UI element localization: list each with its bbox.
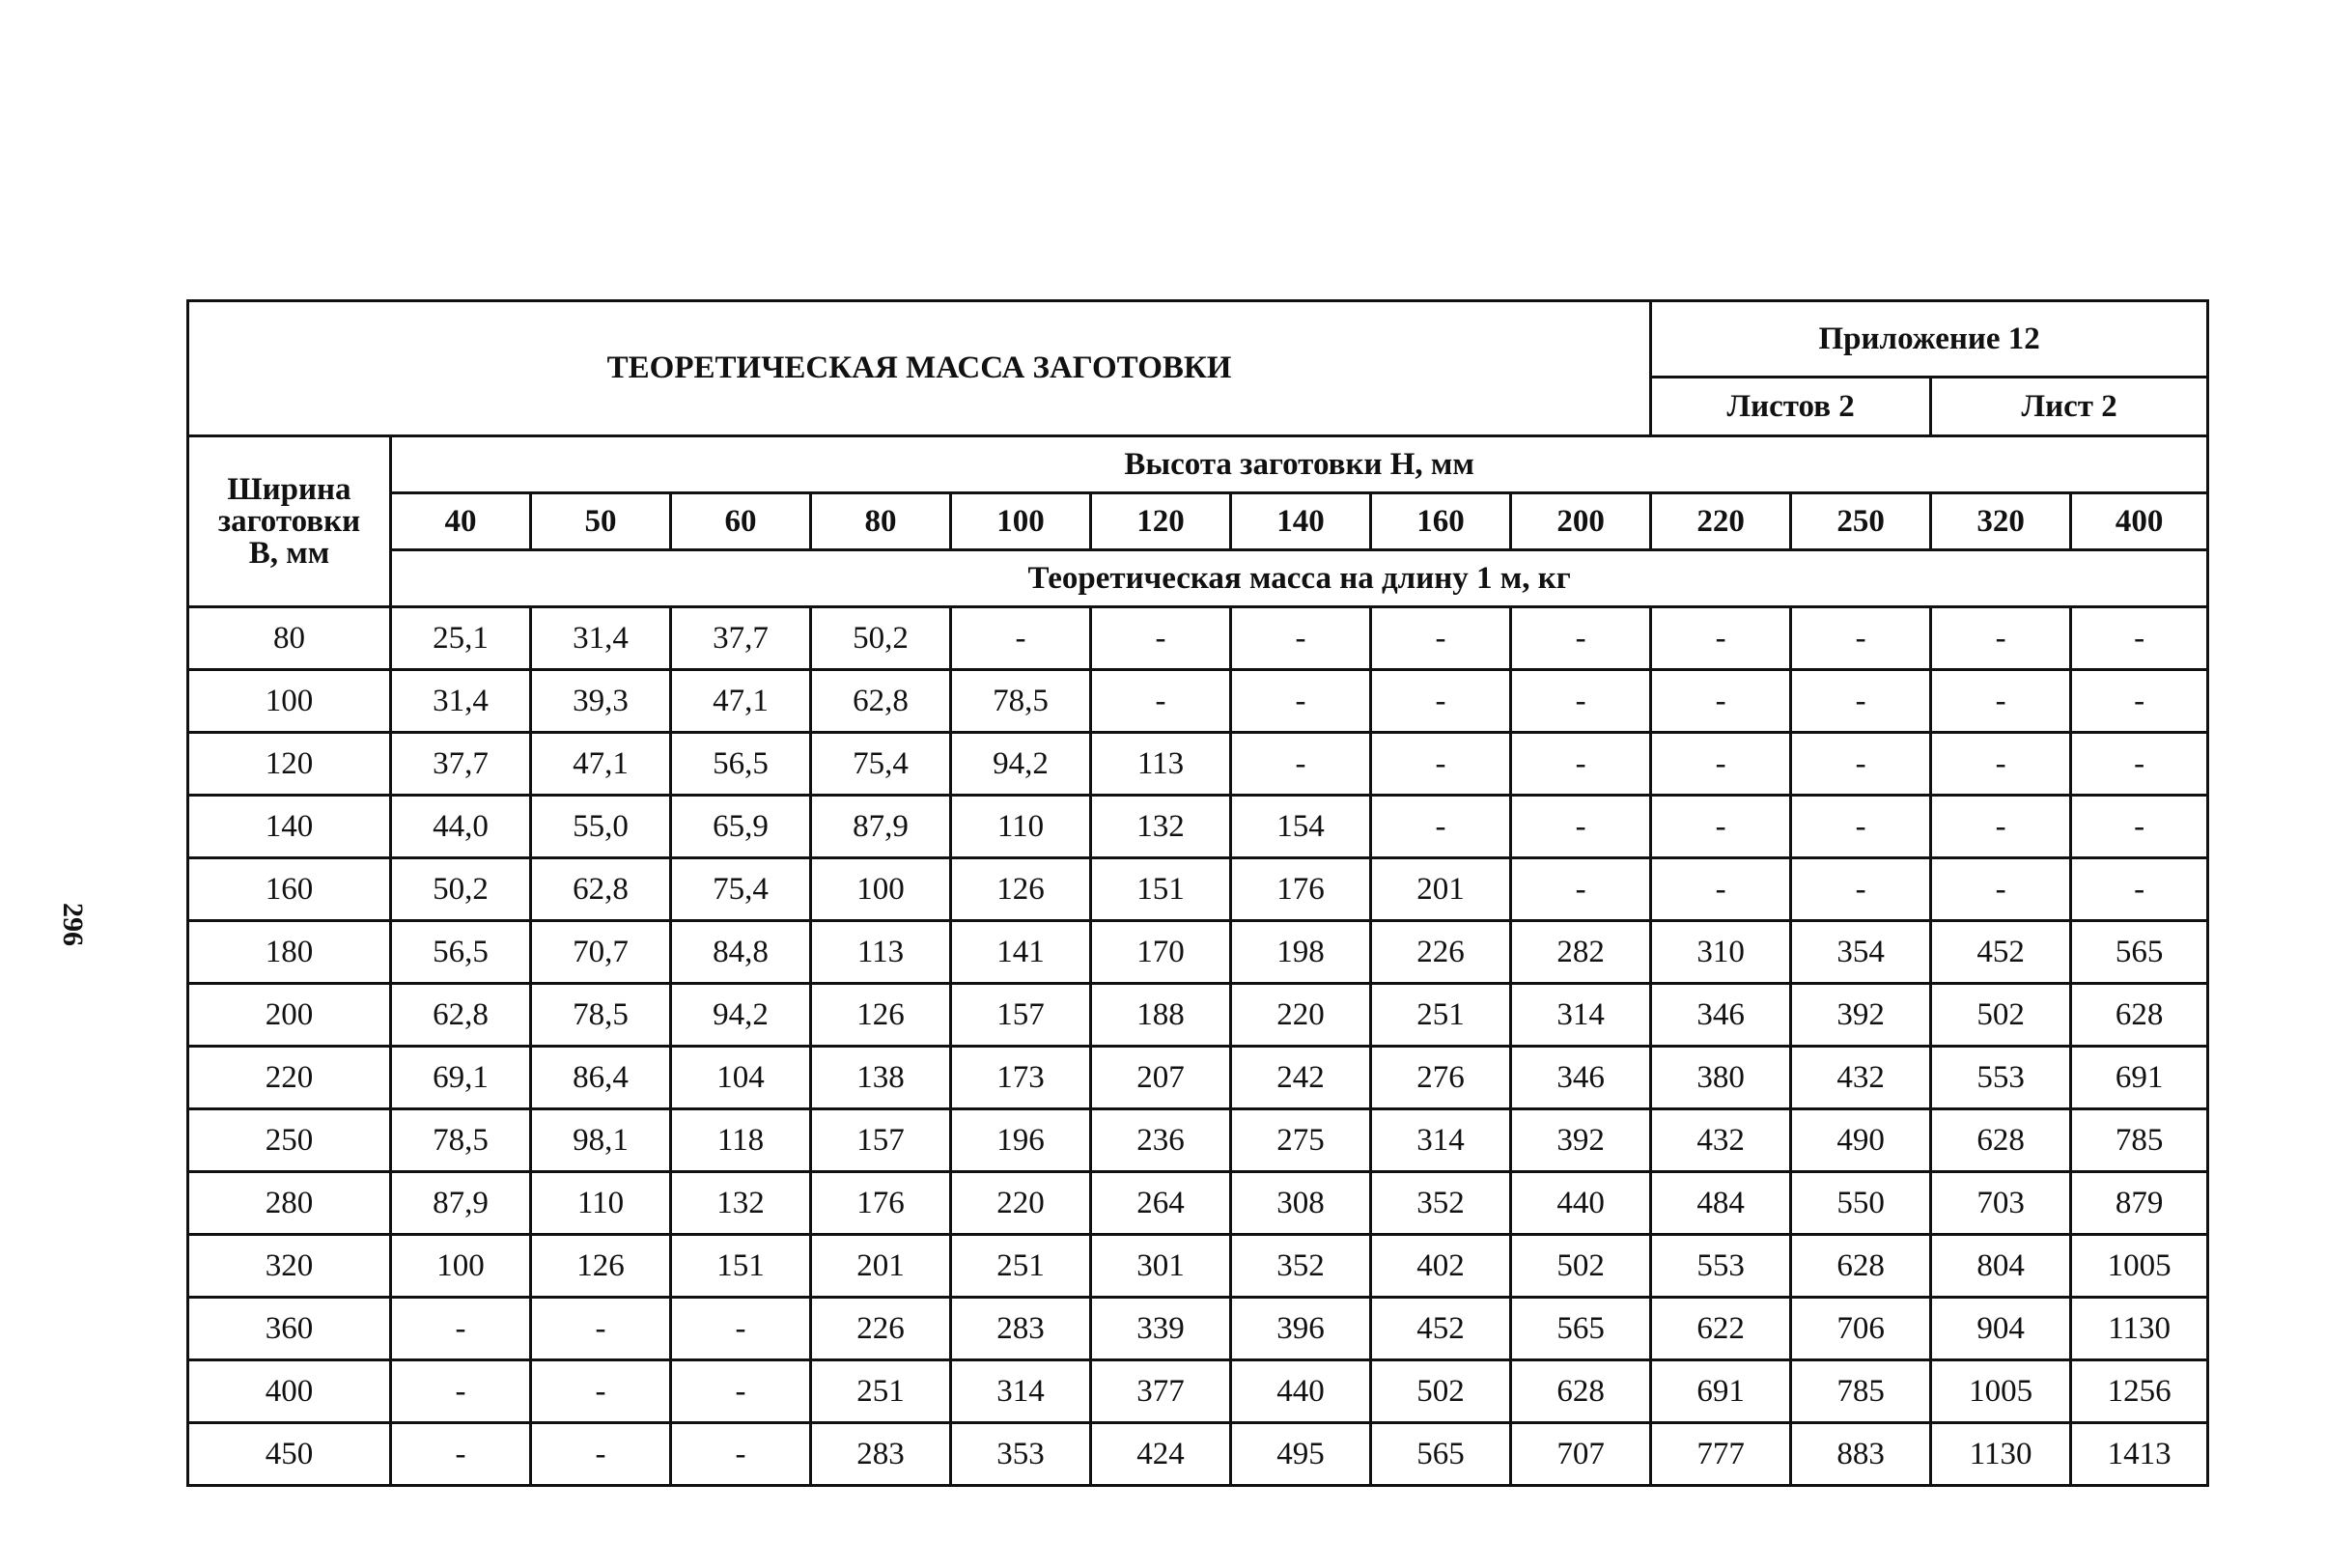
table-body (188, 301, 2208, 1486)
mass-cell: 201 (1371, 858, 1511, 921)
mass-cell: - (1931, 670, 2071, 733)
mass-cell: 87,9 (811, 796, 951, 858)
height-header-cell: 100 (951, 493, 1091, 550)
mass-cell: - (1651, 796, 1791, 858)
height-header-cell: 50 (531, 493, 671, 550)
mass-cell: 154 (1231, 796, 1371, 858)
table-row (188, 1423, 2208, 1486)
width-cell: 200 (188, 984, 391, 1047)
table-row (188, 984, 2208, 1047)
mass-cell: 785 (2071, 1109, 2208, 1172)
mass-cell: 314 (1371, 1109, 1511, 1172)
mass-cell: 47,1 (531, 733, 671, 796)
mass-cell: 706 (1791, 1298, 1931, 1360)
mass-cell: 126 (951, 858, 1091, 921)
mass-cell: 62,8 (391, 984, 531, 1047)
mass-cell: - (2071, 733, 2208, 796)
mass-cell: 424 (1091, 1423, 1231, 1486)
mass-cell: 352 (1231, 1235, 1371, 1298)
table-row (188, 921, 2208, 984)
mass-cell: 283 (951, 1298, 1091, 1360)
mass-cell: 553 (1651, 1235, 1791, 1298)
mass-cell: 70,7 (531, 921, 671, 984)
mass-cell: 65,9 (671, 796, 811, 858)
mass-cell: 126 (531, 1235, 671, 1298)
height-header-cell: 320 (1931, 493, 2071, 550)
width-cell: 180 (188, 921, 391, 984)
mass-cell: 804 (1931, 1235, 2071, 1298)
mass-cell: 251 (1371, 984, 1511, 1047)
mass-cell: - (1231, 670, 1371, 733)
mass-cell: - (391, 1298, 531, 1360)
width-cell: 140 (188, 796, 391, 858)
mass-cell: - (1371, 796, 1511, 858)
document-title: ТЕОРЕТИЧЕСКАЯ МАССА ЗАГОТОВКИ (188, 301, 1651, 436)
height-header-cell: 250 (1791, 493, 1931, 550)
table-row (188, 1109, 2208, 1172)
mass-cell: 502 (1511, 1235, 1651, 1298)
mass-cell: 1130 (1931, 1423, 2071, 1486)
mass-cell: 628 (1791, 1235, 1931, 1298)
mass-cell: 310 (1651, 921, 1791, 984)
mass-cell: 402 (1371, 1235, 1511, 1298)
mass-cell: 440 (1231, 1360, 1371, 1423)
mass-cell: 622 (1651, 1298, 1791, 1360)
mass-cell: 251 (951, 1235, 1091, 1298)
table-row (188, 1298, 2208, 1360)
mass-cell: 157 (951, 984, 1091, 1047)
mass-cell: - (1651, 733, 1791, 796)
table-row (188, 1172, 2208, 1235)
mass-cell: 201 (811, 1235, 951, 1298)
mass-cell: 188 (1091, 984, 1231, 1047)
mass-cell: 110 (951, 796, 1091, 858)
mass-cell: 151 (671, 1235, 811, 1298)
height-header-cell: 40 (391, 493, 531, 550)
sheet-current-label: Лист 2 (1931, 378, 2208, 436)
mass-cell: 1130 (2071, 1298, 2208, 1360)
mass-cell: 87,9 (391, 1172, 531, 1235)
mass-cell: 55,0 (531, 796, 671, 858)
table-row (188, 607, 2208, 670)
mass-cell: 883 (1791, 1423, 1931, 1486)
width-header-line-2: заготовки (217, 503, 361, 539)
mass-cell: - (2071, 858, 2208, 921)
mass-cell: 392 (1511, 1109, 1651, 1172)
mass-cell: 220 (1231, 984, 1371, 1047)
width-cell: 100 (188, 670, 391, 733)
mass-cell: - (1791, 670, 1931, 733)
mass-cell: 173 (951, 1047, 1091, 1109)
mass-cell: - (1791, 607, 1931, 670)
mass-cell: 346 (1651, 984, 1791, 1047)
table-row (188, 796, 2208, 858)
width-header-line-1: Ширина (227, 471, 351, 507)
mass-cell: 314 (951, 1360, 1091, 1423)
mass-cell: 198 (1231, 921, 1371, 984)
width-cell: 250 (188, 1109, 391, 1172)
height-header-cell: 220 (1651, 493, 1791, 550)
width-cell: 220 (188, 1047, 391, 1109)
header-row-appendix (188, 301, 2208, 378)
mass-cell: - (1651, 858, 1791, 921)
mass-cell: 110 (531, 1172, 671, 1235)
table-row (188, 733, 2208, 796)
mass-cell: 78,5 (531, 984, 671, 1047)
mass-cell: 440 (1511, 1172, 1651, 1235)
mass-cell: 47,1 (671, 670, 811, 733)
table-row (188, 670, 2208, 733)
mass-cell: 396 (1231, 1298, 1371, 1360)
mass-cell: - (531, 1423, 671, 1486)
mass-cell: - (1931, 733, 2071, 796)
mass-cell: - (1791, 733, 1931, 796)
mass-cell: 452 (1931, 921, 2071, 984)
heights-row (188, 493, 2208, 550)
mass-cell: 879 (2071, 1172, 2208, 1235)
width-cell: 360 (188, 1298, 391, 1360)
mass-cell: 452 (1371, 1298, 1511, 1360)
mass-header-row (188, 550, 2208, 607)
table-row (188, 858, 2208, 921)
mass-cell: - (1091, 670, 1231, 733)
width-cell: 120 (188, 733, 391, 796)
mass-cell: 84,8 (671, 921, 811, 984)
mass-cell: - (1651, 607, 1791, 670)
mass-cell: - (1511, 796, 1651, 858)
mass-cell: 490 (1791, 1109, 1931, 1172)
mass-cell: 346 (1511, 1047, 1651, 1109)
mass-cell: 354 (1791, 921, 1931, 984)
mass-cell: 104 (671, 1047, 811, 1109)
mass-cell: - (951, 607, 1091, 670)
mass-cell: 50,2 (811, 607, 951, 670)
mass-cell: 86,4 (531, 1047, 671, 1109)
mass-cell: 628 (1511, 1360, 1651, 1423)
mass-cell: - (1091, 607, 1231, 670)
mass-header: Теоретическая масса на длину 1 м, кг (391, 550, 2208, 607)
mass-cell: 176 (811, 1172, 951, 1235)
mass-cell: 1005 (2071, 1235, 2208, 1298)
mass-cell: - (391, 1423, 531, 1486)
height-header: Высота заготовки Н, мм (391, 436, 2208, 493)
mass-cell: 691 (2071, 1047, 2208, 1109)
mass-cell: - (1931, 796, 2071, 858)
mass-cell: - (671, 1298, 811, 1360)
width-cell: 160 (188, 858, 391, 921)
width-header-line-3: В, мм (248, 535, 330, 571)
mass-cell: 301 (1091, 1235, 1231, 1298)
appendix-label: Приложение 12 (1651, 301, 2208, 378)
mass-cell: 308 (1231, 1172, 1371, 1235)
mass-cell: 94,2 (951, 733, 1091, 796)
mass-cell: - (1931, 607, 2071, 670)
mass-cell: 78,5 (391, 1109, 531, 1172)
mass-cell: 37,7 (671, 607, 811, 670)
width-cell: 400 (188, 1360, 391, 1423)
mass-cell: 78,5 (951, 670, 1091, 733)
width-cell: 80 (188, 607, 391, 670)
mass-cell: 113 (1091, 733, 1231, 796)
mass-cell: 236 (1091, 1109, 1231, 1172)
mass-cell: 62,8 (531, 858, 671, 921)
mass-cell: 353 (951, 1423, 1091, 1486)
mass-cell: 25,1 (391, 607, 531, 670)
mass-cell: 495 (1231, 1423, 1371, 1486)
mass-cell: 170 (1091, 921, 1231, 984)
page-number: 296 (57, 903, 89, 946)
mass-cell: 777 (1651, 1423, 1791, 1486)
mass-cell: 31,4 (531, 607, 671, 670)
mass-cell: 1005 (1931, 1360, 2071, 1423)
mass-cell: 138 (811, 1047, 951, 1109)
table-row (188, 1360, 2208, 1423)
mass-cell: - (1791, 858, 1931, 921)
mass-cell: 56,5 (671, 733, 811, 796)
mass-cell: 226 (811, 1298, 951, 1360)
mass-cell: 432 (1791, 1047, 1931, 1109)
mass-cell: 132 (1091, 796, 1231, 858)
mass-cell: - (1511, 607, 1651, 670)
mass-cell: - (531, 1298, 671, 1360)
mass-cell: 553 (1931, 1047, 2071, 1109)
mass-cell: 56,5 (391, 921, 531, 984)
mass-cell: 628 (1931, 1109, 2071, 1172)
height-header-cell: 400 (2071, 493, 2208, 550)
mass-cell: - (1511, 733, 1651, 796)
mass-cell: 176 (1231, 858, 1371, 921)
mass-cell: 100 (811, 858, 951, 921)
mass-cell: - (1511, 670, 1651, 733)
mass-cell: 785 (1791, 1360, 1931, 1423)
mass-cell: 207 (1091, 1047, 1231, 1109)
mass-cell: 157 (811, 1109, 951, 1172)
mass-cell: 628 (2071, 984, 2208, 1047)
height-header-cell: 200 (1511, 493, 1651, 550)
mass-cell: 904 (1931, 1298, 2071, 1360)
mass-cell: 196 (951, 1109, 1091, 1172)
mass-cell: 50,2 (391, 858, 531, 921)
mass-cell: 118 (671, 1109, 811, 1172)
mass-cell: - (1231, 733, 1371, 796)
mass-cell: - (531, 1360, 671, 1423)
mass-cell: - (2071, 670, 2208, 733)
mass-cell: 100 (391, 1235, 531, 1298)
mass-cell: 565 (1371, 1423, 1511, 1486)
mass-cell: 484 (1651, 1172, 1791, 1235)
mass-cell: - (1371, 733, 1511, 796)
mass-cell: 691 (1651, 1360, 1791, 1423)
mass-cell: 94,2 (671, 984, 811, 1047)
mass-cell: - (391, 1360, 531, 1423)
mass-cell: - (1371, 607, 1511, 670)
mass-cell: 550 (1791, 1172, 1931, 1235)
mass-cell: 113 (811, 921, 951, 984)
mass-cell: - (1651, 670, 1791, 733)
mass-cell: 314 (1511, 984, 1651, 1047)
mass-cell: - (2071, 607, 2208, 670)
mass-cell: 707 (1511, 1423, 1651, 1486)
mass-cell: 380 (1651, 1047, 1791, 1109)
mass-cell: 703 (1931, 1172, 2071, 1235)
mass-cell: 242 (1231, 1047, 1371, 1109)
height-header-cell: 120 (1091, 493, 1231, 550)
mass-cell: 1413 (2071, 1423, 2208, 1486)
mass-cell: - (1931, 858, 2071, 921)
width-cell: 320 (188, 1235, 391, 1298)
table-row (188, 1235, 2208, 1298)
mass-cell: 226 (1371, 921, 1511, 984)
mass-table (186, 299, 2209, 1487)
height-header-cell: 60 (671, 493, 811, 550)
mass-cell: 98,1 (531, 1109, 671, 1172)
mass-cell: - (1511, 858, 1651, 921)
mass-cell: - (1371, 670, 1511, 733)
mass-cell: 151 (1091, 858, 1231, 921)
height-header-cell: 80 (811, 493, 951, 550)
mass-cell: 502 (1931, 984, 2071, 1047)
mass-cell: 565 (1511, 1298, 1651, 1360)
mass-cell: 251 (811, 1360, 951, 1423)
mass-cell: 352 (1371, 1172, 1511, 1235)
sheets-total-label: Листов 2 (1651, 378, 1931, 436)
mass-cell: - (671, 1423, 811, 1486)
mass-cell: 75,4 (811, 733, 951, 796)
mass-cell: 276 (1371, 1047, 1511, 1109)
mass-cell: 132 (671, 1172, 811, 1235)
mass-cell: - (1791, 796, 1931, 858)
height-header-row (188, 436, 2208, 493)
mass-cell: 377 (1091, 1360, 1231, 1423)
mass-cell: 62,8 (811, 670, 951, 733)
mass-cell: 44,0 (391, 796, 531, 858)
mass-cell: 1256 (2071, 1360, 2208, 1423)
height-header-cell: 140 (1231, 493, 1371, 550)
mass-cell: 39,3 (531, 670, 671, 733)
mass-cell: 69,1 (391, 1047, 531, 1109)
table-row (188, 1047, 2208, 1109)
mass-cell: 282 (1511, 921, 1651, 984)
mass-cell: 75,4 (671, 858, 811, 921)
mass-cell: 141 (951, 921, 1091, 984)
mass-cell: 275 (1231, 1109, 1371, 1172)
mass-cell: 220 (951, 1172, 1091, 1235)
mass-cell: 565 (2071, 921, 2208, 984)
width-cell: 280 (188, 1172, 391, 1235)
mass-cell: - (2071, 796, 2208, 858)
height-header-cell: 160 (1371, 493, 1511, 550)
mass-cell: 37,7 (391, 733, 531, 796)
mass-cell: 31,4 (391, 670, 531, 733)
mass-cell: 283 (811, 1423, 951, 1486)
width-column-header (188, 436, 391, 607)
mass-cell: 339 (1091, 1298, 1231, 1360)
mass-cell: 502 (1371, 1360, 1511, 1423)
mass-cell: - (1231, 607, 1371, 670)
mass-cell: 264 (1091, 1172, 1231, 1235)
mass-cell: - (671, 1360, 811, 1423)
width-cell: 450 (188, 1423, 391, 1486)
mass-cell: 392 (1791, 984, 1931, 1047)
mass-cell: 126 (811, 984, 951, 1047)
mass-cell: 432 (1651, 1109, 1791, 1172)
